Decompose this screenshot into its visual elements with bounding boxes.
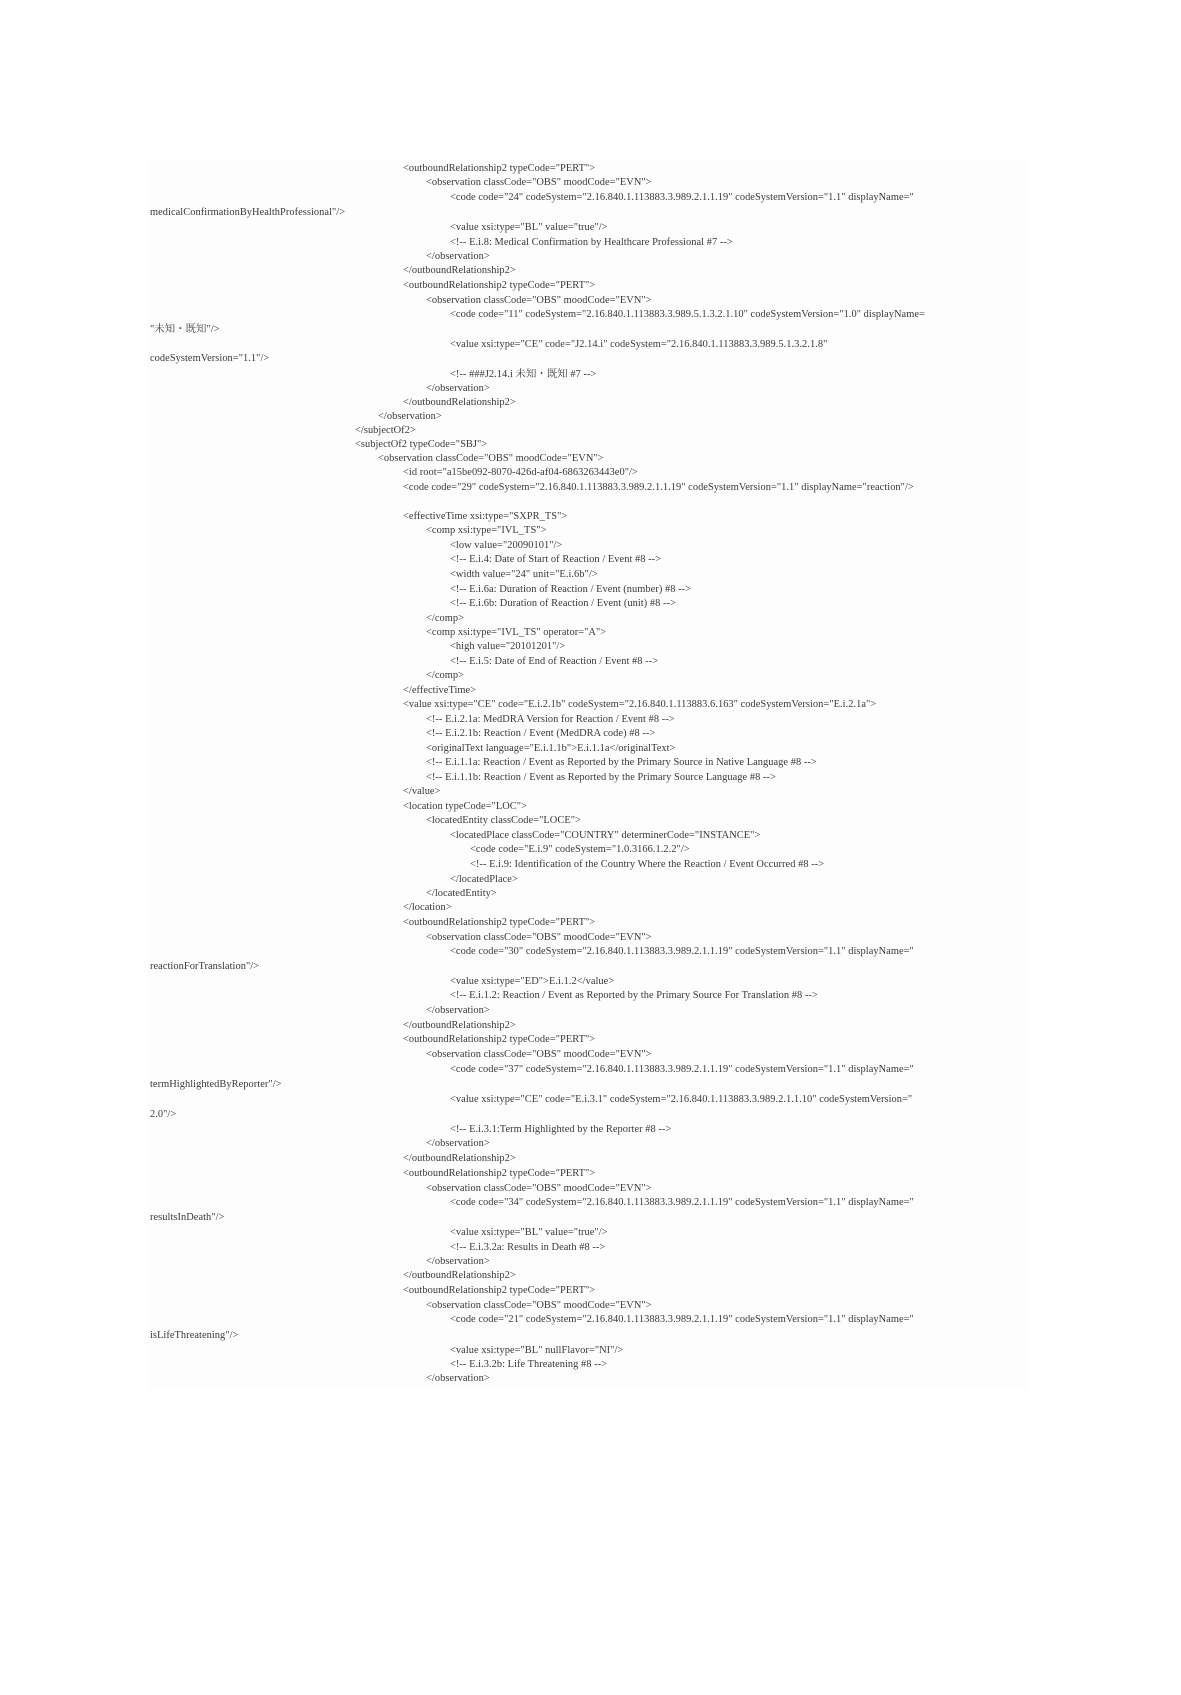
code-line: <!-- E.i.1.2: Reaction / Event as Reported by the Primary Source For Translation #8 --> [450, 990, 818, 1001]
code-line: <!-- E.i.2.1b: Reaction / Event (MedDRA code) #8 --> [426, 728, 656, 739]
code-line: </comp> [426, 670, 465, 681]
code-line: <!-- E.i.3.1:Term Highlighted by the Reporter #8 --> [450, 1124, 672, 1135]
code-line: <low value="20090101"/> [450, 540, 563, 551]
code-line: <originalText language="E.i.1.1b">E.i.1.1a</originalText> [426, 743, 676, 754]
code-line: <locatedPlace classCode="COUNTRY" determinerCode="INSTANCE"> [450, 830, 761, 841]
code-line: <observation classCode="OBS" moodCode="EVN"> [426, 932, 652, 943]
code-line: <subjectOf2 typeCode="SBJ"> [355, 439, 488, 450]
code-line: <observation classCode="OBS" moodCode="EVN"> [426, 177, 652, 188]
code-line: reactionForTranslation"/> [150, 961, 260, 972]
code-line: <outboundRelationship2 typeCode="PERT"> [403, 280, 596, 291]
code-line: <!-- E.i.6a: Duration of Reaction / Event (number) #8 --> [450, 584, 692, 595]
code-line: </observation> [426, 1373, 490, 1384]
code-line: <observation classCode="OBS" moodCode="EVN"> [426, 295, 652, 306]
code-line: <value xsi:type="CE" code="J2.14.i" codeSystem="2.16.840.1.113883.3.989.5.1.3.2.1.8" [450, 339, 828, 350]
code-line: <code code="30" codeSystem="2.16.840.1.113883.3.989.2.1.1.19" codeSystemVersion="1.1" displayName=" [450, 946, 914, 957]
code-line: <effectiveTime xsi:type="SXPR_TS"> [403, 511, 568, 522]
code-line: "未知・既知"/> [150, 324, 220, 335]
code-line: </outboundRelationship2> [403, 1270, 516, 1281]
code-line: <location typeCode="LOC"> [403, 801, 527, 812]
code-line: </effectiveTime> [403, 685, 477, 696]
code-line: <outboundRelationship2 typeCode="PERT"> [403, 1034, 596, 1045]
code-line: </outboundRelationship2> [403, 397, 516, 408]
code-line: <value xsi:type="CE" code="E.i.3.1" codeSystem="2.16.840.1.113883.3.989.2.1.1.10" codeSystemVersion=" [450, 1094, 913, 1105]
code-line: </outboundRelationship2> [403, 265, 516, 276]
code-line: <!-- E.i.8: Medical Confirmation by Healthcare Professional #7 --> [450, 237, 733, 248]
code-line: </location> [403, 902, 452, 913]
code-line: </subjectOf2> [355, 425, 416, 436]
code-line: <!-- E.i.4: Date of Start of Reaction / Event #8 --> [450, 554, 662, 565]
code-line: <code code="37" codeSystem="2.16.840.1.113883.3.989.2.1.1.19" codeSystemVersion="1.1" displayName=" [450, 1064, 914, 1075]
code-line: resultsInDeath"/> [150, 1212, 225, 1223]
code-line: <code code="21" codeSystem="2.16.840.1.113883.3.989.2.1.1.19" codeSystemVersion="1.1" displayName=" [450, 1314, 914, 1325]
code-line: <code code="11" codeSystem="2.16.840.1.113883.3.989.5.1.3.2.1.10" codeSystemVersion="1.0" displayName= [450, 309, 925, 320]
code-line: <!-- E.i.6b: Duration of Reaction / Event (unit) #8 --> [450, 598, 676, 609]
code-line: <value xsi:type="BL" nullFlavor="NI"/> [450, 1345, 624, 1356]
code-line: <!-- E.i.9: Identification of the Country Where the Reaction / Event Occurred #8 --> [470, 859, 825, 870]
code-line: </observation> [426, 251, 490, 262]
code-line: <!-- E.i.3.2a: Results in Death #8 --> [450, 1242, 606, 1253]
code-line: <code code="34" codeSystem="2.16.840.1.113883.3.989.2.1.1.19" codeSystemVersion="1.1" displayName=" [450, 1197, 914, 1208]
code-line: isLifeThreatening"/> [150, 1330, 239, 1341]
code-line: <value xsi:type="BL" value="true"/> [450, 222, 608, 233]
code-line: <!-- E.i.1.1b: Reaction / Event as Reported by the Primary Source Language #8 --> [426, 772, 776, 783]
code-line: <!-- E.i.2.1a: MedDRA Version for Reaction / Event #8 --> [426, 714, 675, 725]
xml-listing [148, 160, 1028, 1390]
code-line: <!-- E.i.5: Date of End of Reaction / Event #8 --> [450, 656, 659, 667]
code-line: <outboundRelationship2 typeCode="PERT"> [403, 1168, 596, 1179]
code-line: </observation> [378, 411, 442, 422]
code-line: <comp xsi:type="IVL_TS" operator="A"> [426, 627, 607, 638]
code-line: <observation classCode="OBS" moodCode="EVN"> [426, 1300, 652, 1311]
code-line: <code code="E.i.9" codeSystem="1.0.3166.1.2.2"/> [470, 844, 690, 855]
code-line: <!-- E.i.3.2b: Life Threatening #8 --> [450, 1359, 608, 1370]
code-line: <id root="a15be092-8070-426d-af04-6863263443e0"/> [403, 467, 638, 478]
code-line: <outboundRelationship2 typeCode="PERT"> [403, 917, 596, 928]
code-line: <code code="29" codeSystem="2.16.840.1.113883.3.989.2.1.1.19" codeSystemVersion="1.1" displayName="reaction"/> [403, 482, 914, 493]
code-line: </value> [403, 786, 441, 797]
code-line: </observation> [426, 1256, 490, 1267]
code-line: <width value="24" unit="E.i.6b"/> [450, 569, 598, 580]
code-line: medicalConfirmationByHealthProfessional"/> [150, 207, 346, 218]
code-line: <outboundRelationship2 typeCode="PERT"> [403, 163, 596, 174]
code-line: <value xsi:type="ED">E.i.1.2</value> [450, 976, 615, 987]
code-line: <locatedEntity classCode="LOCE"> [426, 815, 581, 826]
code-line: </observation> [426, 383, 490, 394]
code-line: <!-- E.i.1.1a: Reaction / Event as Reported by the Primary Source in Native Language #8 --> [426, 757, 817, 768]
code-line: <code code="24" codeSystem="2.16.840.1.113883.3.989.2.1.1.19" codeSystemVersion="1.1" displayName=" [450, 192, 914, 203]
code-line: </locatedEntity> [426, 888, 497, 899]
code-line: 2.0"/> [150, 1109, 177, 1120]
code-line: codeSystemVersion="1.1"/> [150, 353, 270, 364]
code-line: <observation classCode="OBS" moodCode="EVN"> [426, 1183, 652, 1194]
code-line: termHighlightedByReporter"/> [150, 1079, 282, 1090]
code-line: <high value="20101201"/> [450, 641, 566, 652]
code-line: </outboundRelationship2> [403, 1153, 516, 1164]
code-line: <value xsi:type="CE" code="E.i.2.1b" codeSystem="2.16.840.1.113883.6.163" codeSystemVersion="E.i.2.1a"> [403, 699, 877, 710]
code-line: <!-- ###J2.14.i 未知・既知 #7 --> [450, 369, 597, 380]
code-line: </observation> [426, 1138, 490, 1149]
code-line: </observation> [426, 1005, 490, 1016]
code-line: <observation classCode="OBS" moodCode="EVN"> [426, 1049, 652, 1060]
code-line: </locatedPlace> [450, 874, 518, 885]
code-line: <observation classCode="OBS" moodCode="EVN"> [378, 453, 604, 464]
code-line: <outboundRelationship2 typeCode="PERT"> [403, 1285, 596, 1296]
code-line: <comp xsi:type="IVL_TS"> [426, 525, 547, 536]
code-line: <value xsi:type="BL" value="true"/> [450, 1227, 608, 1238]
code-line: </comp> [426, 613, 465, 624]
code-line: </outboundRelationship2> [403, 1020, 516, 1031]
